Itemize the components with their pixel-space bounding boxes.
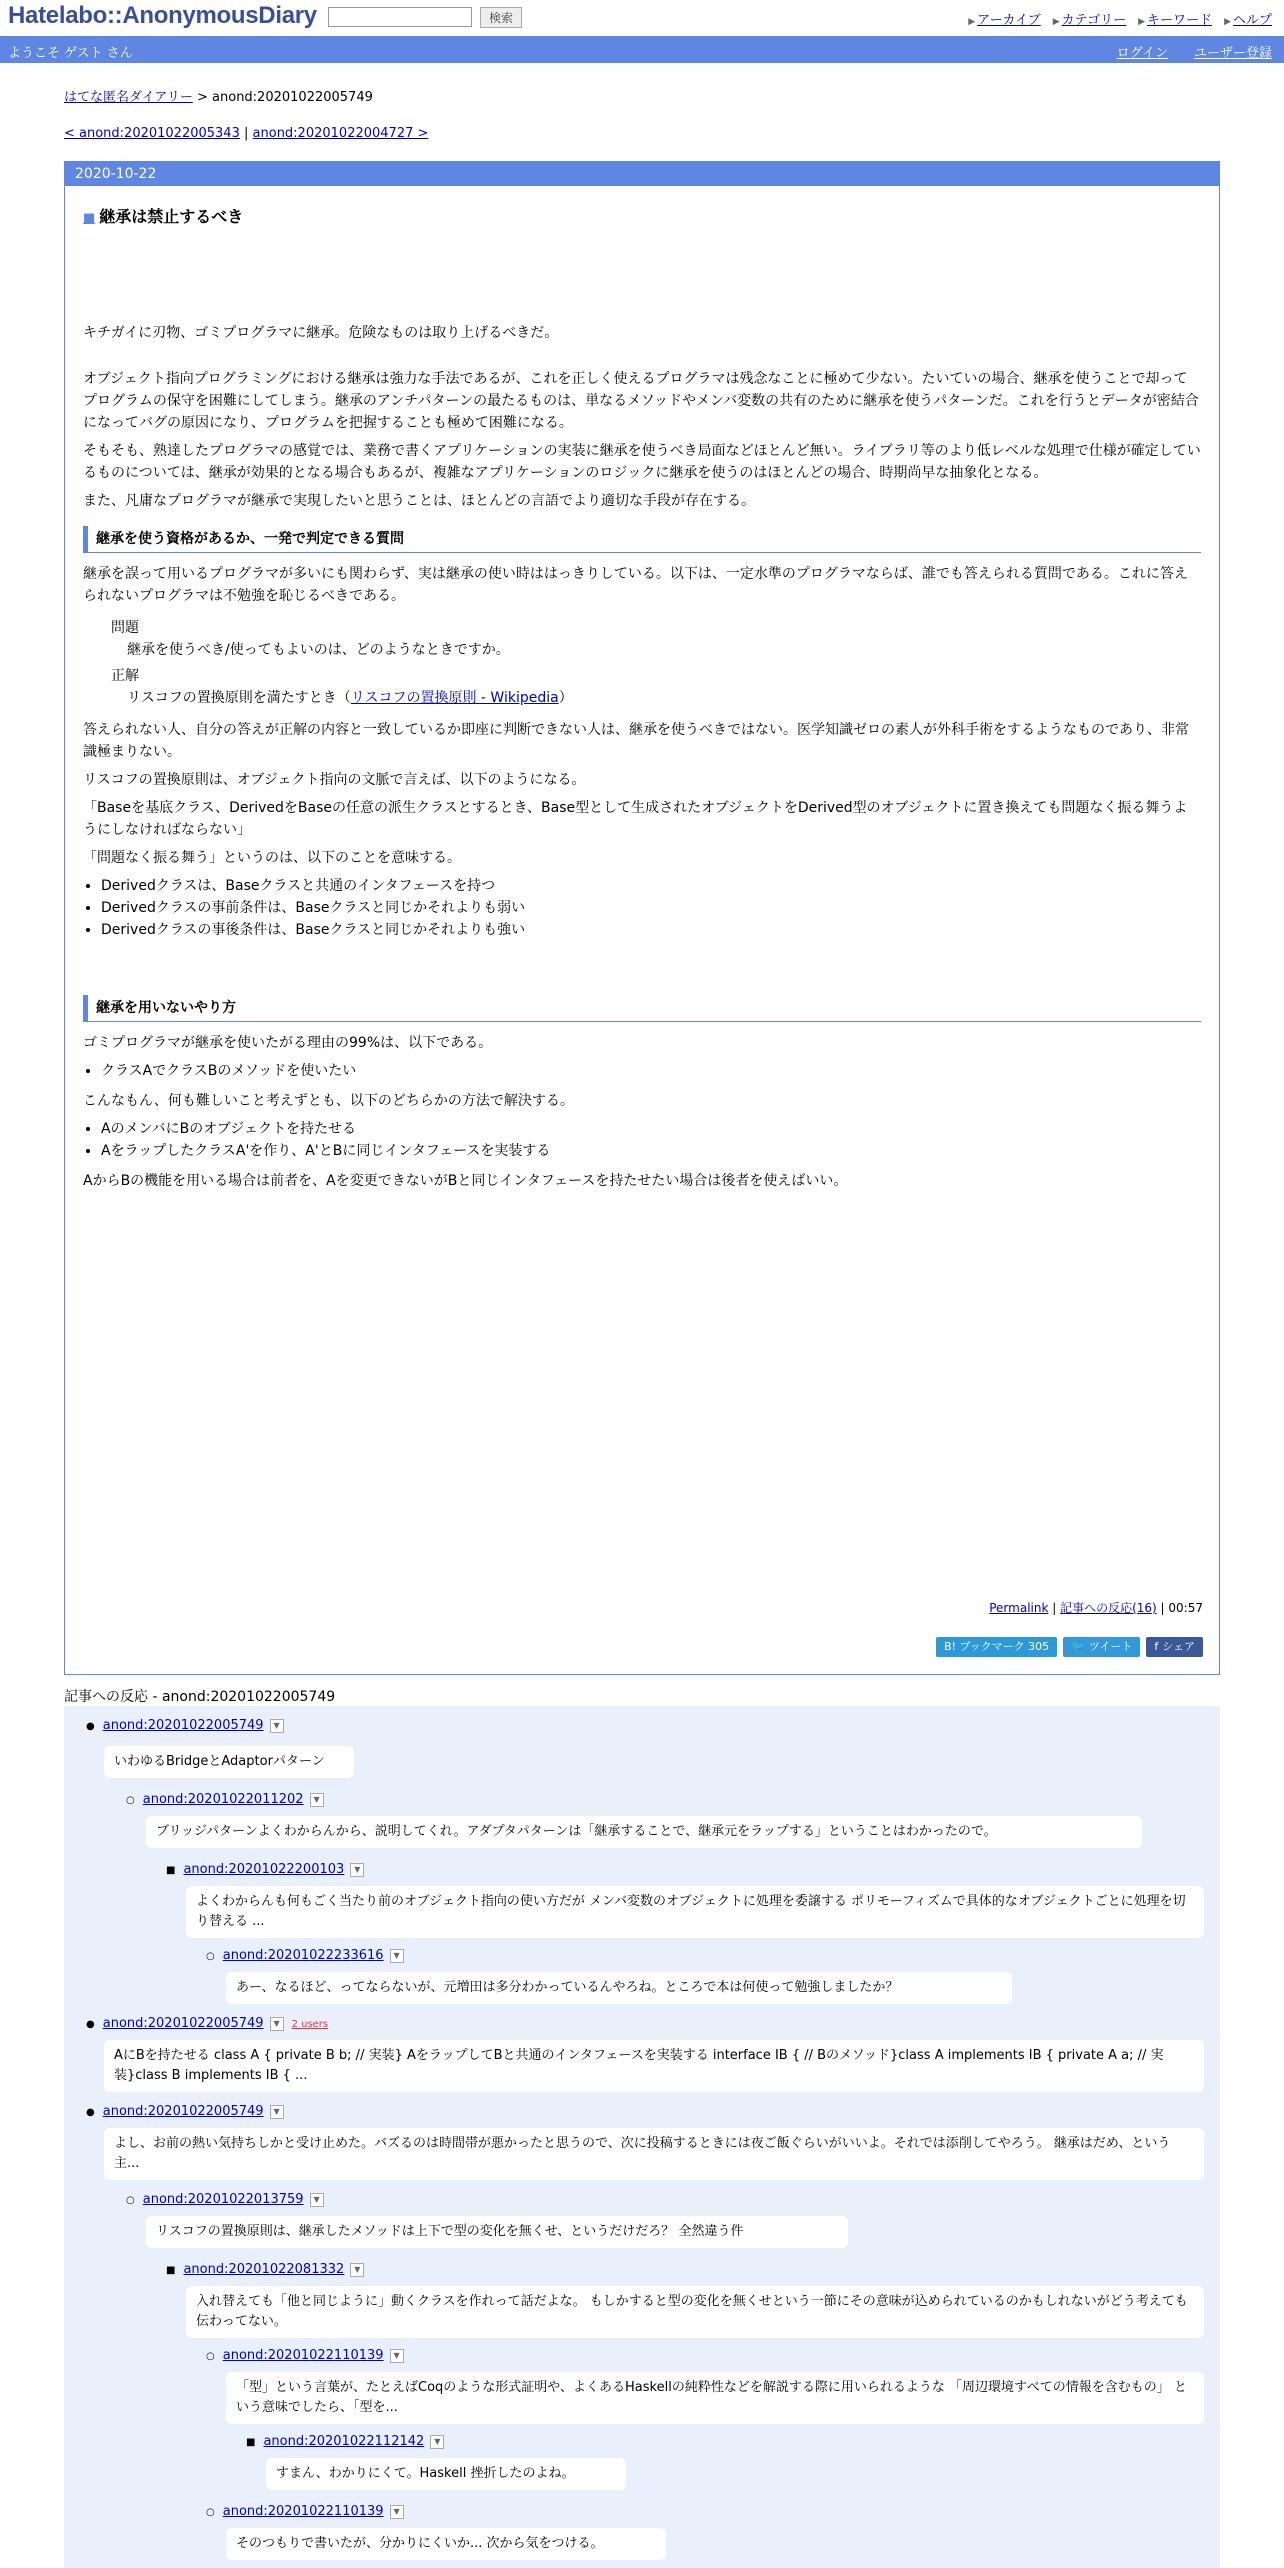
bullet-icon: ■ <box>246 2437 256 2448</box>
reaction-header <box>206 2504 404 2519</box>
list-item: • AのメンバにBのオブジェクトを持たせる <box>101 1118 1201 1140</box>
bullet-icon: ■ <box>166 2265 176 2276</box>
archive-link[interactable]: アーカイブ <box>977 13 1041 28</box>
hatena-bookmark-button[interactable]: B! ブックマーク 305 <box>936 1637 1057 1657</box>
list-item: • AをラップしたクラスA'を作り、A'とBに同じインタフェースを実装する <box>101 1140 1201 1162</box>
reaction-bubble: AにBを持たせる class A { private B b; // 実装} AをラップしてBと共通のインタフェースを実装する interface IB { // Bのメソッド}class A implements IB { private A a; // 実装}class B implements IB { ... <box>104 2040 1204 2092</box>
answer-label: 正解 <box>111 668 139 684</box>
reactions-link[interactable]: 記事への反応(16) <box>1060 1601 1157 1615</box>
reaction-header <box>206 1948 404 1963</box>
prev-entry-link[interactable]: < anond:20201022005343 <box>64 126 240 141</box>
archive-link-wrap <box>968 9 1041 28</box>
reaction-header <box>86 2104 284 2119</box>
diary-day <box>64 161 1220 1675</box>
tweet-label: ツイート <box>1088 1640 1133 1653</box>
entry-nav <box>64 126 428 141</box>
reactions-tree <box>64 1706 1220 2568</box>
list-item: • Derivedクラスの事後条件は、Baseクラスと同じかそれよりも強い <box>101 919 1201 941</box>
paragraph: 継承を誤って用いるプログラマが多いにも関わらず、実は継承の使い時ははっきりしている。以下は、一定水準のプログラマならば、誰でも答えられる質問である。これに答えられないプログラマは不勉強を恥じるべきである。 <box>83 566 1188 604</box>
reaction-bubble: あー、なるほど、ってならないが、元増田は多分わかっているんやろね。ところで本は何使って勉強しましたか？ <box>226 1972 1012 2004</box>
reaction-header <box>86 1718 284 1733</box>
bullet-list <box>83 1060 1201 1082</box>
chevron-down-icon[interactable]: ▼ <box>390 2505 404 2519</box>
category-link-wrap <box>1053 9 1126 28</box>
reaction-link[interactable]: anond:20201022081332 <box>183 2262 345 2277</box>
entry-title <box>83 206 1201 230</box>
chevron-down-icon[interactable]: ▼ <box>350 2263 364 2277</box>
twitter-icon: 🐦 <box>1071 1640 1085 1653</box>
bullet-list <box>83 1118 1201 1162</box>
facebook-share-button[interactable] <box>1146 1637 1203 1657</box>
help-link[interactable]: ヘルプ <box>1232 13 1272 28</box>
reaction-header <box>126 2192 324 2207</box>
reaction-bubble: そのつもりで書いたが、分かりにくいか... 次から気をつける。 <box>226 2528 666 2560</box>
keyword-link[interactable]: キーワード <box>1147 13 1213 28</box>
reaction-header <box>86 2016 328 2031</box>
reaction-bubble: いわゆるBridgeとAdaptorパターン <box>104 1746 354 1778</box>
question-list <box>111 617 1201 709</box>
paragraph: キチガイに刃物、ゴミプログラマに継承。危険なものは取り上げるべきだ。 <box>83 325 559 341</box>
triangle-icon: ▶ <box>1138 17 1146 27</box>
reaction-bubble: よし、お前の熱い気持ちしかと受け止めた。バズるのは時間帯が悪かったと思うので、次に投稿するときには夜ご飯ぐらいがいいよ。それでは添削してやろう。 継承はだめ、という主... <box>104 2128 1204 2180</box>
breadcrumb-current: anond:20201022005749 <box>212 90 373 105</box>
paragraph: オブジェクト指向プログラミングにおける継承は強力な手法であるが、これを正しく使えるプログラマは残念なことに極めて少ない。たいていの場合、継承を使うことで却ってプログラムの保守を困難にしてしまう。継承のアンチパターンの最たるものは、単なるメソッドやメンバ変数の共有のために継承を使うパターンだ。これを行うとデータが密結合になってバグの原因になり、プログラムを把握することも極めて困難になる。 <box>83 371 1199 431</box>
auth-links <box>1117 42 1272 61</box>
share-label: シェア <box>1162 1640 1195 1653</box>
paragraph: こんなもん、何も難しいこと考えずとも、以下のどちらかの方法で解決する。 <box>83 1093 574 1109</box>
paragraph: AからBの機能を用いる場合は前者を、Aを変更できないがBと同じインタフェースを持たせたい場合は後者を使えばいい。 <box>83 1173 848 1189</box>
reaction-link[interactable]: anond:20201022112142 <box>263 2434 425 2449</box>
chevron-down-icon[interactable]: ▼ <box>270 2105 284 2119</box>
facebook-icon: f <box>1154 1640 1159 1653</box>
chevron-down-icon[interactable]: ▼ <box>390 2349 404 2363</box>
reaction-bubble: 「型」という言葉が、たとえばCoqのような形式証明や、よくあるHaskellの純粋性などを解説する際に用いられるような 「周辺環境すべての情報を含むもの」 という意味でしたら、「型を... <box>226 2372 1204 2424</box>
site-header <box>0 0 1284 36</box>
reaction-link[interactable]: anond:20201022110139 <box>222 2504 384 2519</box>
chevron-down-icon[interactable]: ▼ <box>270 2017 284 2031</box>
bullet-icon: ○ <box>126 2195 135 2206</box>
bullet-icon: ■ <box>166 1865 176 1876</box>
chevron-down-icon[interactable]: ▼ <box>430 2435 444 2449</box>
keyword-link-wrap <box>1138 9 1212 28</box>
entry-title-text: 継承は禁止するべき <box>99 207 244 226</box>
section-heading: 継承を用いないやり方 <box>83 995 1201 1022</box>
reaction-link[interactable]: anond:20201022110139 <box>222 2348 384 2363</box>
chevron-down-icon[interactable]: ▼ <box>310 1793 324 1807</box>
chevron-down-icon[interactable]: ▼ <box>270 1719 284 1733</box>
register-link[interactable]: ユーザー登録 <box>1193 46 1272 61</box>
reaction-link[interactable]: anond:20201022233616 <box>222 1948 384 1963</box>
help-link-wrap <box>1224 9 1272 28</box>
reaction-header <box>246 2434 444 2449</box>
tweet-button[interactable] <box>1063 1637 1140 1657</box>
bullet-icon: ○ <box>126 1795 135 1806</box>
wikipedia-link[interactable]: リスコフの置換原則 - Wikipedia <box>350 690 559 706</box>
reaction-link[interactable]: anond:20201022005749 <box>102 1718 264 1733</box>
reaction-bubble: リスコフの置換原則は、継承したメソッドは上下で型の変化を無くせ、というだけだろ？ 全然違う件 <box>146 2216 848 2248</box>
chevron-down-icon[interactable]: ▼ <box>310 2193 324 2207</box>
reaction-link[interactable]: anond:20201022011202 <box>142 1792 304 1807</box>
paragraph: ゴミプログラマが継承を使いたがる理由の99%は、以下である。 <box>83 1035 493 1051</box>
answer-text <box>127 687 1201 709</box>
reaction-header <box>206 2348 404 2363</box>
entry-body <box>65 206 1219 1192</box>
breadcrumb-sep: > <box>196 90 208 105</box>
welcome-text: ようこそ ゲスト さん <box>8 46 133 61</box>
login-link[interactable]: ログイン <box>1116 46 1168 61</box>
user-bar <box>0 36 1284 63</box>
entry-footer: Permalink | 記事への反応(16) | 00:57 <box>989 1601 1203 1615</box>
day-date: 2020-10-22 <box>65 162 1219 186</box>
share-buttons <box>936 1637 1203 1657</box>
reaction-bubble: 入れ替えても「他と同じように」動くクラスを作れって話だよな。 もしかすると型の変化を無くせという一節にその意味が込められているのかもしれないがどう考えても伝わってない。 <box>186 2286 1204 2338</box>
search-button[interactable]: 検索 <box>480 7 522 28</box>
reaction-header <box>126 1792 324 1807</box>
reaction-link[interactable]: anond:20201022005749 <box>102 2016 264 2031</box>
search-input[interactable] <box>328 7 472 27</box>
bullet-icon: ● <box>86 1721 95 1732</box>
paragraph: また、凡庸なプログラマが継承で実現したいと思うことは、ほとんどの言語でより適切な手段が存在する。 <box>83 493 755 509</box>
reaction-bubble: ブリッジパターンよくわからんから、説明してくれ。アダプタパターンは「継承することで、継承元をラップする」ということはわかったので。 <box>146 1816 1142 1848</box>
site-logo[interactable]: Hatelabo::AnonymousDiary <box>8 2 317 29</box>
triangle-icon: ▶ <box>1052 17 1060 27</box>
breadcrumb <box>64 86 373 105</box>
reaction-header <box>166 2262 364 2277</box>
bullet-icon: ● <box>86 2107 95 2118</box>
reaction-bubble: よくわからんも何もごく当たり前のオブジェクト指向の使い方だが メンバ変数のオブジェクトに処理を委譲する ポリモーフィズムで具体的なオブジェクトごとに処理を切り替える ... <box>186 1886 1204 1938</box>
bullet-icon: ○ <box>206 2507 215 2518</box>
list-item: • Derivedクラスは、Baseクラスと共通のインタフェースを持つ <box>101 875 1201 897</box>
bullet-icon: ● <box>86 2019 95 2030</box>
paragraph: 答えられない人、自分の答えが正解の内容と一致しているか即座に判断できない人は、継承を使うべきではない。医学知識ゼロの素人が外科手術をするようなものであり、非常識極まりない。 <box>83 722 1189 760</box>
next-entry-link[interactable]: anond:20201022004727 > <box>252 126 429 141</box>
bullet-icon: ○ <box>206 2351 215 2362</box>
paragraph: 「Baseを基底クラス、DerivedをBaseの任意の派生クラスとするとき、Base型として生成されたオブジェクトをDerived型のオブジェクトに置き換えても問題なく振る舞うようにしなければならない」 <box>83 800 1188 838</box>
permalink[interactable]: Permalink <box>989 1601 1049 1615</box>
square-icon[interactable]: ■ <box>83 211 96 226</box>
triangle-icon: ▶ <box>968 17 976 27</box>
reaction-bubble: すまん、わかりにくて。Haskell 挫折したのよね。 <box>266 2458 626 2490</box>
reaction-link[interactable]: anond:20201022200103 <box>183 1862 345 1877</box>
paragraph: 「問題なく振る舞う」というのは、以下のことを意味する。 <box>83 850 461 866</box>
entry-nav-sep: | <box>244 126 249 141</box>
answer-post: ） <box>558 690 573 706</box>
bullet-icon: ○ <box>206 1951 215 1962</box>
bullet-list <box>83 875 1201 941</box>
bookmark-users-badge[interactable]: 2 users <box>291 2019 329 2030</box>
list-item: • クラスAでクラスBのメソッドを使いたい <box>101 1060 1201 1082</box>
section-heading: 継承を使う資格があるか、一発で判定できる質問 <box>83 526 1201 553</box>
question-text: 継承を使うべき/使ってもよいのは、どのようなときですか。 <box>127 642 510 658</box>
answer-pre: リスコフの置換原則を満たすとき（ <box>127 690 351 706</box>
top-links <box>968 9 1272 28</box>
triangle-icon: ▶ <box>1224 17 1231 27</box>
reaction-link[interactable]: anond:20201022013759 <box>142 2192 304 2207</box>
breadcrumb-home[interactable]: はてな匿名ダイアリー <box>64 90 193 105</box>
question-label: 問題 <box>111 620 139 636</box>
reaction-link[interactable]: anond:20201022005749 <box>102 2104 264 2119</box>
category-link[interactable]: カテゴリー <box>1061 13 1127 28</box>
chevron-down-icon[interactable]: ▼ <box>390 1949 404 1963</box>
reaction-header <box>166 1862 364 1877</box>
list-item: • Derivedクラスの事前条件は、Baseクラスと同じかそれよりも弱い <box>101 897 1201 919</box>
paragraph: そもそも、熟達したプログラマの感覚では、業務で書くアプリケーションの実装に継承を使うべき局面などほとんど無い。ライブラリ等のより低レベルな処理で仕様が確定しているものについては、継承が効果的となる場合もあるが、複雑なアプリケーションのロジックに継承を使うのはほとんどの場合、時期尚早な抽象化となる。 <box>83 443 1201 481</box>
entry-time: 00:57 <box>1168 1601 1203 1615</box>
chevron-down-icon[interactable]: ▼ <box>350 1863 364 1877</box>
paragraph: リスコフの置換原則は、オブジェクト指向の文脈で言えば、以下のようになる。 <box>83 772 586 788</box>
reactions-title: 記事への反応 - anond:20201022005749 <box>64 1686 1220 1709</box>
